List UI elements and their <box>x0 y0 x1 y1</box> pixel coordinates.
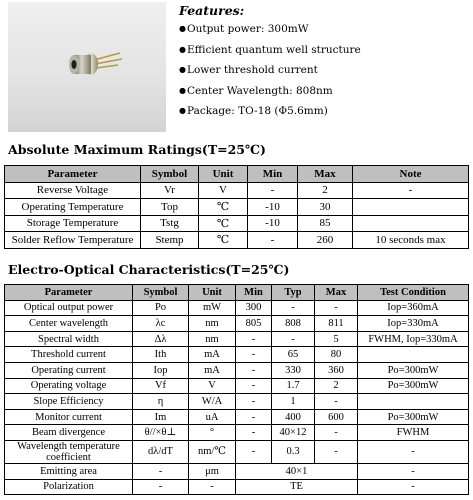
table-cell: Top <box>141 199 199 216</box>
table-cell: Stemp <box>141 232 199 249</box>
table-cell: nm <box>189 316 236 332</box>
table-cell: - <box>272 331 315 347</box>
table-cell <box>358 347 469 363</box>
table-cell: 65 <box>272 347 315 363</box>
table-row <box>5 331 469 347</box>
table-cell: - <box>248 232 298 249</box>
table-cell: - <box>358 440 469 463</box>
electro-optical-title: Electro-Optical Characteristics(T=25℃) <box>8 262 290 277</box>
table-cell: Reverse Voltage <box>5 182 141 199</box>
features-title: Features: <box>179 3 245 18</box>
column-header: Max <box>298 166 353 183</box>
bullet-icon: ● <box>179 24 186 33</box>
table-cell: - <box>315 394 358 410</box>
column-header: Max <box>315 285 358 301</box>
table-cell: Spectral width <box>5 331 133 347</box>
table-cell: Optical output power <box>5 300 133 316</box>
table-cell: -10 <box>248 215 298 232</box>
table-header-row <box>5 166 469 183</box>
table-cell: - <box>236 440 272 463</box>
table-cell: dλ/dT <box>133 440 189 463</box>
column-header: Note <box>353 166 469 183</box>
table-cell: Tstg <box>141 215 199 232</box>
table-cell: 80 <box>315 347 358 363</box>
feature-item: ●Efficient quantum well structure <box>179 43 361 56</box>
table-cell: TE <box>236 479 358 495</box>
table-cell: Slope Efficiency <box>5 394 133 410</box>
table-row <box>5 300 469 316</box>
table-cell: 2 <box>315 378 358 394</box>
table-cell: 805 <box>236 316 272 332</box>
features-block <box>179 3 469 122</box>
table-cell: Ith <box>133 347 189 363</box>
table-cell: 5 <box>315 331 358 347</box>
table-row <box>5 440 469 463</box>
table-cell: - <box>353 182 469 199</box>
laser-diode-image <box>8 2 166 132</box>
table-cell: Operating Temperature <box>5 199 141 216</box>
table-cell: - <box>189 479 236 495</box>
table-cell: mA <box>189 362 236 378</box>
table-cell: 0.3 <box>272 440 315 463</box>
table-cell: mW <box>189 300 236 316</box>
table-row <box>5 425 469 441</box>
table-cell: 40×12 <box>272 425 315 441</box>
column-header: Symbol <box>133 285 189 301</box>
table-cell: Monitor current <box>5 409 133 425</box>
table-cell <box>353 199 469 216</box>
table-cell: Threshold current <box>5 347 133 363</box>
table-row <box>5 316 469 332</box>
table-cell: V <box>189 378 236 394</box>
table-cell: 30 <box>298 199 353 216</box>
table-cell: -10 <box>248 199 298 216</box>
table-cell: Vr <box>141 182 199 199</box>
table-row <box>5 479 469 495</box>
table-cell: 600 <box>315 409 358 425</box>
table-cell: ° <box>189 425 236 441</box>
table-cell: ℃ <box>199 232 248 249</box>
table-cell: θ//×θ⊥ <box>133 425 189 441</box>
table-cell: Polarization <box>5 479 133 495</box>
table-cell: Po=300mW <box>358 409 469 425</box>
table-cell: 360 <box>315 362 358 378</box>
table-cell: η <box>133 394 189 410</box>
bullet-icon: ● <box>179 85 186 95</box>
feature-item: ●Package: TO-18 (Φ5.6mm) <box>179 105 328 117</box>
table-cell: 808 <box>272 316 315 332</box>
electro-optical-table <box>4 284 469 495</box>
column-header: Min <box>236 285 272 301</box>
table-cell: 260 <box>298 232 353 249</box>
absolute-max-title: Absolute Maximum Ratings(T=25℃) <box>8 142 266 157</box>
table-cell: - <box>236 347 272 363</box>
table-cell: nm/℃ <box>189 440 236 463</box>
feature-item: ●Center Wavelength: 808nm <box>179 84 333 97</box>
bullet-icon: ● <box>179 106 186 115</box>
column-header: Parameter <box>5 166 141 183</box>
table-cell: FWHM <box>358 425 469 441</box>
absolute-max-table <box>4 165 469 249</box>
table-cell: Emitting area <box>5 463 133 479</box>
table-row <box>5 409 469 425</box>
table-cell: 1 <box>272 394 315 410</box>
table-cell: V <box>199 182 248 199</box>
table-row <box>5 362 469 378</box>
table-cell: Vf <box>133 378 189 394</box>
table-row <box>5 182 469 199</box>
table-header-row <box>5 285 469 301</box>
table-row <box>5 394 469 410</box>
table-cell: FWHM, Iop=330mA <box>358 331 469 347</box>
table-row <box>5 232 469 249</box>
feature-item: ●Lower threshold current <box>179 64 318 76</box>
table-cell: - <box>358 479 469 495</box>
table-cell: Po <box>133 300 189 316</box>
table-row <box>5 199 469 216</box>
bullet-icon: ● <box>179 65 186 74</box>
table-cell: Storage Temperature <box>5 215 141 232</box>
table-cell: 330 <box>272 362 315 378</box>
table-cell: Po=300mW <box>358 362 469 378</box>
table-cell: - <box>248 182 298 199</box>
table-cell: 40×1 <box>236 463 358 479</box>
table-cell: ℃ <box>199 199 248 216</box>
table-cell: - <box>133 479 189 495</box>
feature-item: ●Output power: 300mW <box>179 23 309 35</box>
table-cell: - <box>236 394 272 410</box>
column-header: Symbol <box>141 166 199 183</box>
table-cell: 400 <box>272 409 315 425</box>
table-cell: W/A <box>189 394 236 410</box>
table-cell: μm <box>189 463 236 479</box>
table-cell: - <box>315 440 358 463</box>
table-cell: Center wavelength <box>5 316 133 332</box>
table-cell: nm <box>189 331 236 347</box>
table-cell: - <box>315 425 358 441</box>
table-cell: Solder Reflow Temperature <box>5 232 141 249</box>
table-cell <box>353 215 469 232</box>
table-row <box>5 347 469 363</box>
table-cell: - <box>272 300 315 316</box>
table-cell: - <box>236 331 272 347</box>
table-cell: uA <box>189 409 236 425</box>
table-cell: 1.7 <box>272 378 315 394</box>
table-cell: λc <box>133 316 189 332</box>
table-cell: - <box>315 300 358 316</box>
table-cell: ℃ <box>199 215 248 232</box>
table-cell: 300 <box>236 300 272 316</box>
table-cell: Beam divergence <box>5 425 133 441</box>
table-cell: Iop=330mA <box>358 316 469 332</box>
bullet-icon: ● <box>179 44 186 54</box>
table-cell: - <box>236 425 272 441</box>
table-cell: 85 <box>298 215 353 232</box>
table-cell: Iop=360mA <box>358 300 469 316</box>
table-cell: Im <box>133 409 189 425</box>
table-row <box>5 215 469 232</box>
laser-diode-photo <box>8 2 166 132</box>
table-cell: Iop <box>133 362 189 378</box>
table-cell: - <box>358 463 469 479</box>
column-header: Unit <box>189 285 236 301</box>
column-header: Typ <box>272 285 315 301</box>
column-header: Min <box>248 166 298 183</box>
table-cell: Operating voltage <box>5 378 133 394</box>
column-header: Unit <box>199 166 248 183</box>
table-cell: 811 <box>315 316 358 332</box>
table-row <box>5 463 469 479</box>
table-cell: Po=300mW <box>358 378 469 394</box>
table-row <box>5 378 469 394</box>
table-cell: 2 <box>298 182 353 199</box>
column-header: Test Condition <box>358 285 469 301</box>
table-cell: - <box>133 463 189 479</box>
table-cell: mA <box>189 347 236 363</box>
table-cell: - <box>236 362 272 378</box>
table-cell: Wavelength temperature coefficient <box>5 440 133 463</box>
table-cell: - <box>236 409 272 425</box>
table-cell: - <box>236 378 272 394</box>
table-cell: Operating current <box>5 362 133 378</box>
table-cell <box>358 394 469 410</box>
table-cell: Δλ <box>133 331 189 347</box>
table-cell: 10 seconds max <box>353 232 469 249</box>
column-header: Parameter <box>5 285 133 301</box>
